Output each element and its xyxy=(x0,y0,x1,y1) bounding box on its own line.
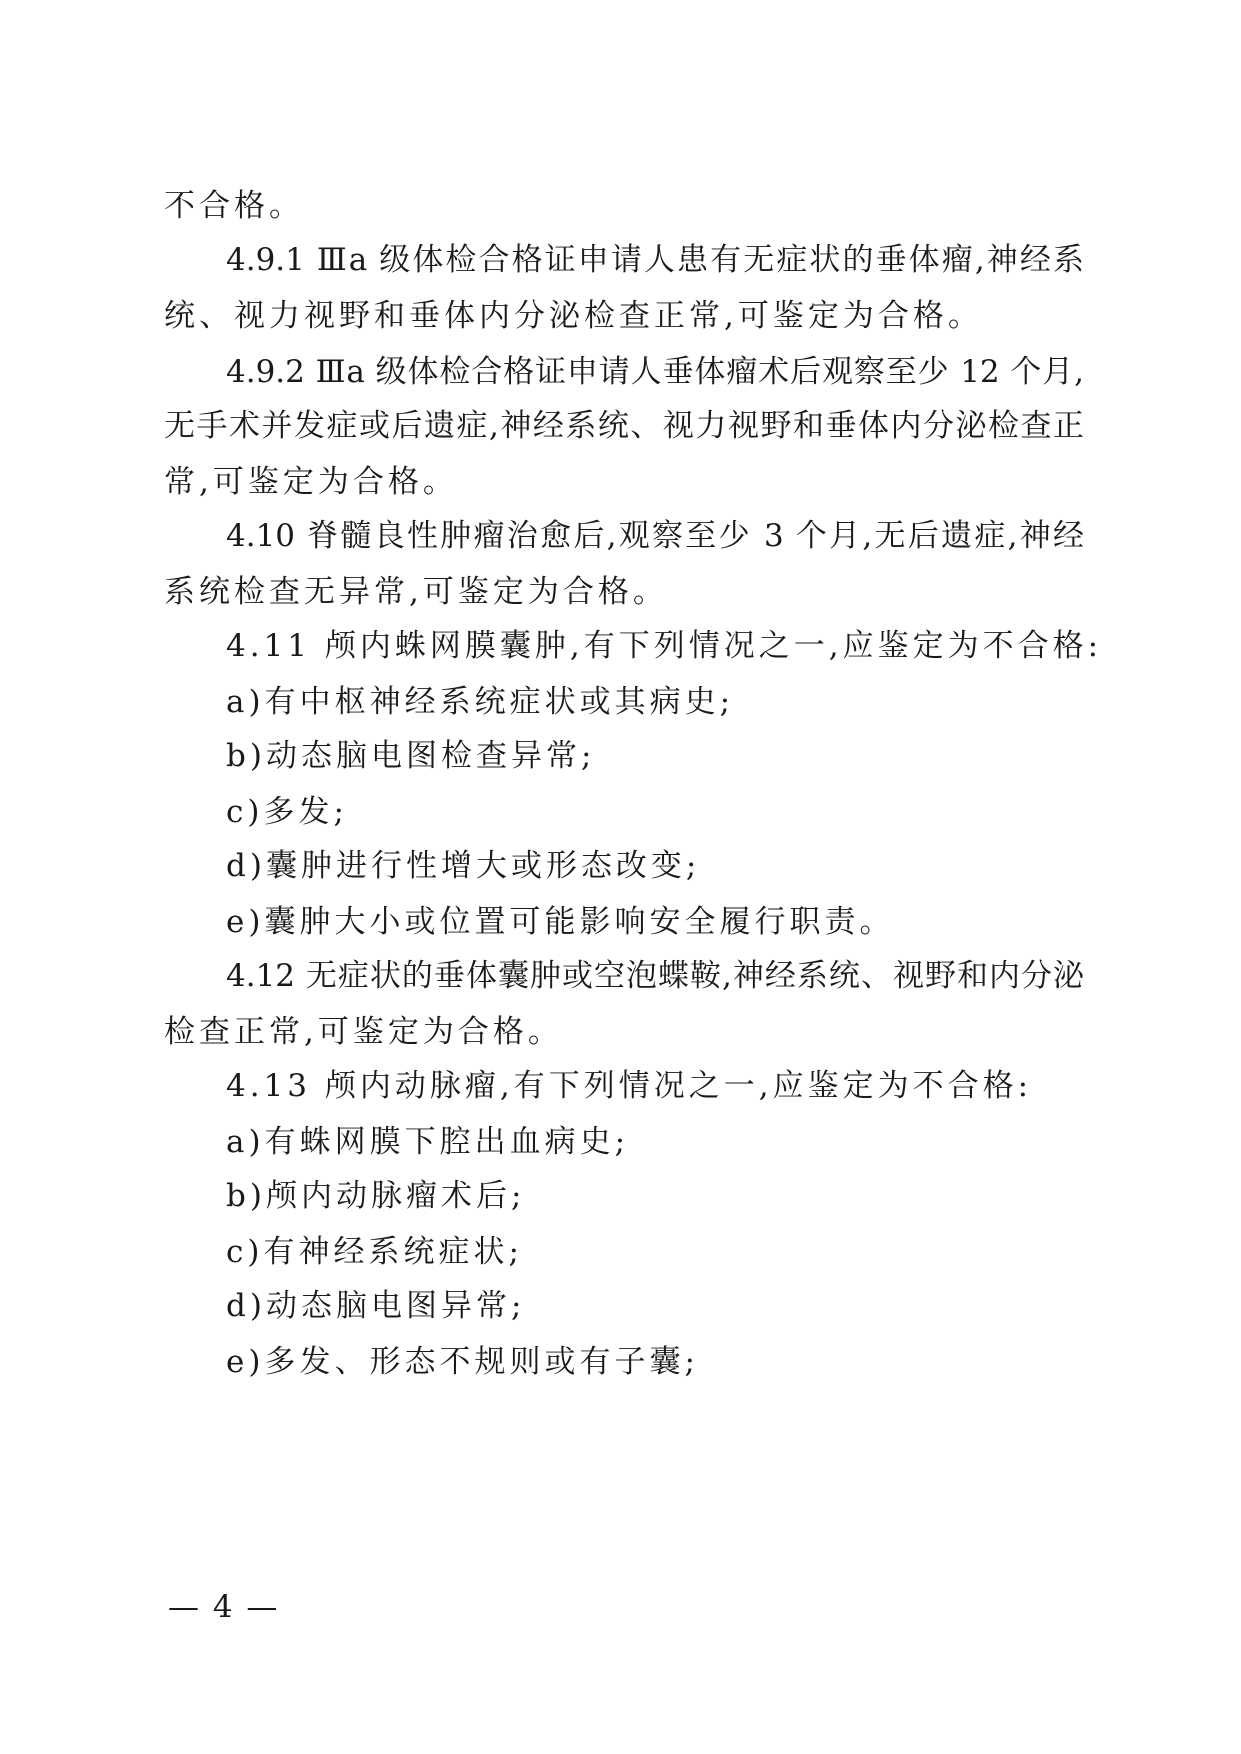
list-item: c)有神经系统症状; xyxy=(226,1234,523,1270)
text-line: 4.10 脊髓良性肿瘤治愈后,观察至少 3 个月,无后遗症,神经 xyxy=(226,518,1084,554)
text-line: 系统检查无异常,可鉴定为合格。 xyxy=(164,574,668,610)
list-item: a)有中枢神经系统症状或其病史; xyxy=(226,684,735,720)
page-number: — 4 — xyxy=(168,1589,280,1625)
list-item: a)有蛛网膜下腔出血病史; xyxy=(226,1124,630,1160)
list-item: d)囊肿进行性增大或形态改变; xyxy=(226,848,701,884)
text-line: 检查正常,可鉴定为合格。 xyxy=(164,1014,563,1050)
text-line: 4.13 颅内动脉瘤,有下列情况之一,应鉴定为不合格: xyxy=(226,1068,1033,1104)
text-line: 无手术并发症或后遗症,神经系统、视力视野和垂体内分泌检查正 xyxy=(164,408,1084,444)
text-line: 4.11 颅内蛛网膜囊肿,有下列情况之一,应鉴定为不合格: xyxy=(226,628,1103,664)
list-item: e)囊肿大小或位置可能影响安全履行职责。 xyxy=(226,904,895,940)
list-item: e)多发、形态不规则或有子囊; xyxy=(226,1344,699,1380)
list-item: c)多发; xyxy=(226,794,348,830)
text-line: 4.9.2 Ⅲa 级体检合格证申请人垂体瘤术后观察至少 12 个月, xyxy=(226,354,1084,390)
text-line: 4.12 无症状的垂体囊肿或空泡蝶鞍,神经系统、视野和内分泌 xyxy=(226,958,1084,994)
text-line: 统、视力视野和垂体内分泌检查正常,可鉴定为合格。 xyxy=(164,298,983,334)
text-line: 4.9.1 Ⅲa 级体检合格证申请人患有无症状的垂体瘤,神经系 xyxy=(226,242,1084,278)
text-line: 常,可鉴定为合格。 xyxy=(164,464,458,500)
list-item: d)动态脑电图异常; xyxy=(226,1288,526,1324)
list-item: b)动态脑电图检查异常; xyxy=(226,738,596,774)
text-line: 不合格。 xyxy=(164,188,304,224)
list-item: b)颅内动脉瘤术后; xyxy=(226,1178,526,1214)
